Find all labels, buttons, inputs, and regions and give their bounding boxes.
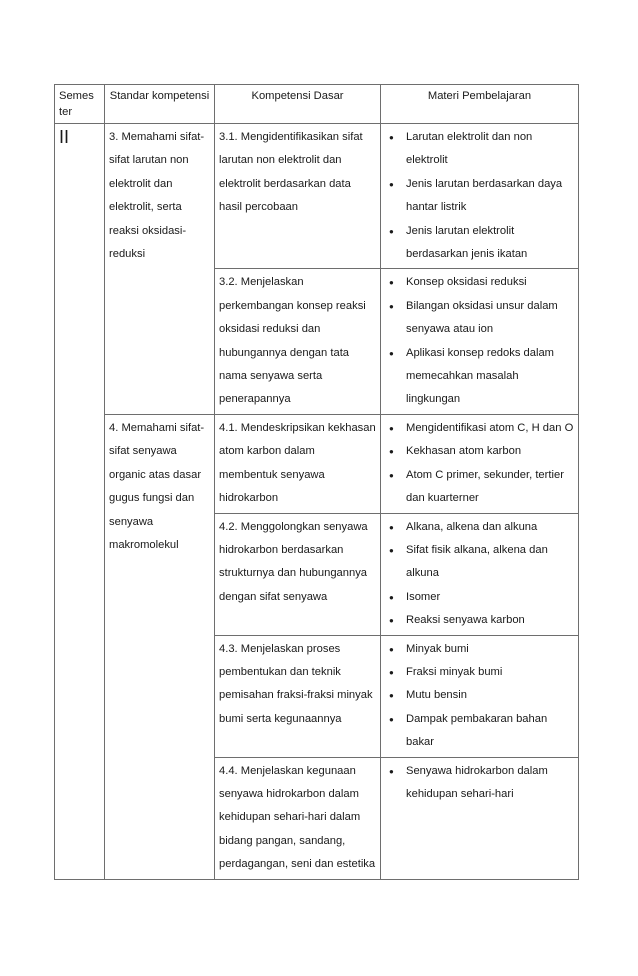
header-standar-kompetensi: Standar kompetensi (105, 85, 215, 124)
materi-list (385, 760, 574, 807)
materi-list (385, 417, 574, 511)
materi-list-item: ● Konsep oksidasi reduksi (385, 271, 574, 294)
materi-cell (381, 757, 579, 879)
materi-list (385, 516, 574, 633)
kompetensi-dasar-cell: 4.3. Menjelaskan proses pembentukan dan teknik pemisahan fraksi-fraksi minyak bumi serta kegunaannya (215, 635, 381, 757)
kompetensi-dasar-cell: 3.1. Mengidentifikasikan sifat larutan non elektrolit dan elektrolit berdasarkan data hasil percobaan (215, 124, 381, 269)
materi-list-item: ● Kekhasan atom karbon (385, 440, 574, 463)
materi-list-item: ● Aplikasi konsep redoks dalam memecahkan masalah lingkungan (385, 342, 574, 412)
materi-cell (381, 269, 579, 414)
semester-cell: II (55, 124, 105, 880)
standar-kompetensi-cell: 4. Memahami sifat-sifat senyawa organic atas dasar gugus fungsi dan senyawa makromolekul (105, 414, 215, 879)
table-row (55, 124, 579, 269)
table-row (55, 414, 579, 513)
materi-list-item: ● Isomer (385, 586, 574, 609)
materi-list (385, 271, 574, 411)
materi-list (385, 638, 574, 755)
materi-list-item: ● Dampak pembakaran bahan bakar (385, 708, 574, 755)
materi-list-item: ● Atom C primer, sekunder, tertier dan kuarterner (385, 464, 574, 511)
header-kompetensi-dasar: Kompetensi Dasar (215, 85, 381, 124)
materi-cell (381, 513, 579, 635)
materi-list-item: ● Jenis larutan elektrolit berdasarkan jenis ikatan (385, 220, 574, 267)
materi-list-item: ● Minyak bumi (385, 638, 574, 661)
materi-list-item: ● Reaksi senyawa karbon (385, 609, 574, 632)
materi-cell (381, 124, 579, 269)
materi-list (385, 126, 574, 266)
kompetensi-dasar-cell: 4.4. Menjelaskan kegunaan senyawa hidrokarbon dalam kehidupan sehari-hari dalam bidang pangan, sandang, perdagangan, seni dan estetika (215, 757, 381, 879)
materi-list-item: ● Senyawa hidrokarbon dalam kehidupan sehari-hari (385, 760, 574, 807)
header-row (55, 85, 579, 124)
materi-list-item: ● Jenis larutan berdasarkan daya hantar listrik (385, 173, 574, 220)
materi-list-item: ● Mengidentifikasi atom C, H dan O (385, 417, 574, 440)
materi-list-item: ● Alkana, alkena dan alkuna (385, 516, 574, 539)
kompetensi-dasar-cell: 4.2. Menggolongkan senyawa hidrokarbon berdasarkan strukturnya dan hubungannya dengan sifat senyawa (215, 513, 381, 635)
kompetensi-dasar-cell: 3.2. Menjelaskan perkembangan konsep reaksi oksidasi reduksi dan hubungannya dengan tata nama senyawa serta penerapannya (215, 269, 381, 414)
materi-cell (381, 414, 579, 513)
standar-kompetensi-cell: 3. Memahami sifat-sifat larutan non elektrolit dan elektrolit, serta reaksi oksidasi-reduksi (105, 124, 215, 415)
materi-list-item: ● Mutu bensin (385, 684, 574, 707)
kompetensi-dasar-cell: 4.1. Mendeskripsikan kekhasan atom karbon dalam membentuk senyawa hidrokarbon (215, 414, 381, 513)
materi-list-item: ● Bilangan oksidasi unsur dalam senyawa atau ion (385, 295, 574, 342)
syllabus-table (54, 84, 579, 880)
header-materi-pembelajaran: Materi Pembelajaran (381, 85, 579, 124)
materi-list-item: ● Larutan elektrolit dan non elektrolit (385, 126, 574, 173)
header-semester: Semes ter (55, 85, 105, 124)
materi-list-item: ● Fraksi minyak bumi (385, 661, 574, 684)
materi-list-item: ● Sifat fisik alkana, alkena dan alkuna (385, 539, 574, 586)
materi-cell (381, 635, 579, 757)
